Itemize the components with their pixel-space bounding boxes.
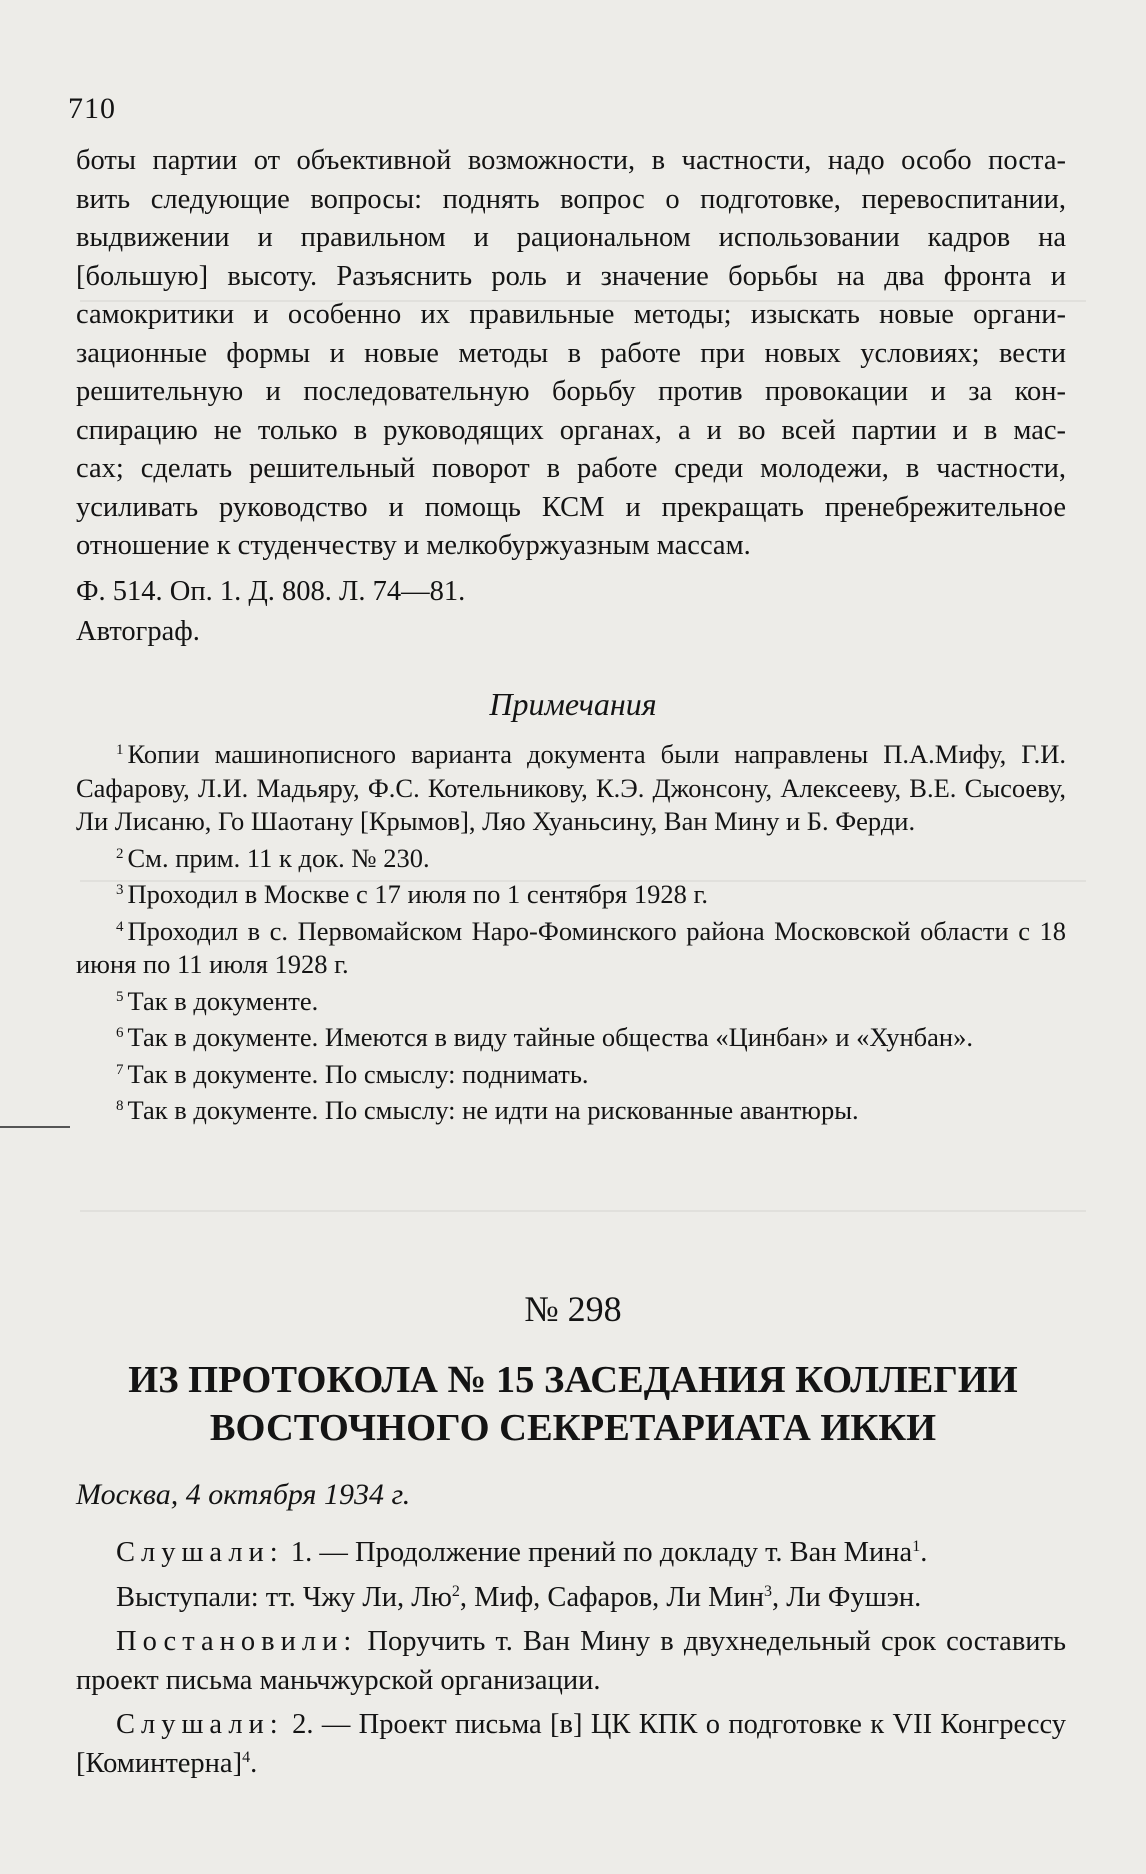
heading-line: ВОСТОЧНОГО СЕКРЕТАРИАТА ИККИ — [209, 1407, 937, 1449]
note-text: Проходил в Москве с 17 июля по 1 сентября 1928 г. — [127, 879, 708, 909]
protocol-text: 1. — Продолжение прений по докладу т. Ван Мина — [283, 1537, 913, 1568]
protocol-text: , Миф, Сафаров, Ли Мин — [459, 1581, 764, 1613]
note-number: 4 — [116, 918, 124, 935]
note-item — [76, 1094, 1066, 1128]
note-text: Так в документе. По смыслу: поднимать. — [127, 1058, 589, 1089]
document-number: № 298 — [524, 1289, 622, 1329]
note-number: 2 — [116, 845, 124, 862]
note-number: 6 — [116, 1025, 124, 1041]
protocol-item — [76, 1623, 1066, 1700]
text-line: вить следующие вопросы: поднять вопрос о подготовке, перевоспитании, — [76, 183, 1066, 215]
protocol-label: Слушали: — [116, 1537, 284, 1568]
note-ref: 2 — [451, 1582, 460, 1600]
note-text: Проходил в с. Первомайском Наро-Фоминского района Московской области с 18 июня по 11 июля 1928 г. — [76, 915, 1066, 979]
text-line: выдвижении и правильном и рациональном использовании кадров на — [76, 222, 1066, 253]
note-text: Так в документе. — [127, 985, 319, 1016]
note-item — [76, 985, 1066, 1019]
text-line: зационные формы и новые методы в работе при новых условиях; вести — [76, 337, 1066, 369]
notes-list — [76, 738, 1066, 1131]
place-date: Москва, 4 октября 1934 г. — [76, 1478, 411, 1511]
protocol-text-end: . — [250, 1747, 258, 1779]
note-ref: 4 — [242, 1748, 251, 1766]
note-number: 8 — [116, 1098, 124, 1114]
note-item — [76, 1058, 1066, 1092]
text-line: сах; сделать решительный поворот в работе среди молодежи, в частности, — [76, 453, 1066, 484]
text-line: усиливать руководство и помощь КСМ и прекращать пренебрежительное — [76, 491, 1066, 523]
protocol-speakers — [76, 1579, 1066, 1618]
text-line: [большую] высоту. Разъяснить роль и значение борьбы на два фронта и — [76, 260, 1066, 292]
note-number: 5 — [116, 988, 124, 1005]
protocol-text: Поручить т. Ван Мину в двухнедельный срок составить проект письма маньчжурской организации. — [76, 1626, 1066, 1696]
bleed-through-line — [80, 1210, 1086, 1212]
note-text: Так в документе. Имеются в виду тайные общества «Цинбан» и «Хунбан». — [127, 1022, 973, 1052]
note-number: 3 — [116, 882, 124, 898]
note-number: 1 — [116, 742, 124, 758]
note-text: Копии машинописного варианта документа были направлены П.А.Мифу, Г.И. Сафарову, Л.И. Мадьяру, Ф.С. Котельникову, К.Э. Джонсону, Алексееву, В.Е. Сысоеву, Ли Лисаню, Го Шаотану [Крымов], Ляо Хуаньсину, Ван Мину и Б. Ферди. — [76, 739, 1066, 836]
note-item — [76, 738, 1066, 839]
text-line: самокритики и особенно их правильные методы; изыскать новые органи- — [76, 299, 1066, 330]
text-line: отношение к студенчеству и мелкобуржуазным массам. — [76, 530, 751, 561]
document-heading — [0, 1356, 1146, 1452]
protocol-text: , Ли Фушэн. — [771, 1581, 922, 1613]
protocol-item — [76, 1706, 1066, 1783]
note-item — [76, 915, 1066, 982]
protocol-text: 2. — Проект письма [в] ЦК КПК о подготовке к VII Конгрессу [Коминтерна] — [76, 1709, 1066, 1779]
heading-line: ИЗ ПРОТОКОЛА № 15 ЗАСЕДАНИЯ КОЛЛЕГИИ — [128, 1359, 1018, 1401]
margin-mark — [0, 1126, 70, 1128]
intro-paragraph — [76, 142, 1066, 566]
note-item — [76, 1021, 1066, 1055]
text-line: решительную и последовательную борьбу против провокации и за кон- — [76, 376, 1066, 407]
archive-note: Автограф. — [76, 616, 200, 647]
protocol-text-end: . — [920, 1537, 928, 1568]
archive-citation: Ф. 514. Оп. 1. Д. 808. Л. 74—81. — [76, 576, 466, 607]
protocol-label: Слушали: — [116, 1709, 284, 1740]
page-number: 710 — [68, 92, 116, 125]
protocol-body — [76, 1534, 1066, 1789]
note-number: 7 — [116, 1061, 124, 1078]
archive-reference — [76, 572, 465, 652]
notes-title: Примечания — [489, 686, 657, 722]
text-line: боты партии от объективной возможности, в частности, надо особо поста- — [76, 145, 1066, 176]
note-item — [76, 842, 1066, 876]
protocol-item — [76, 1534, 1066, 1573]
text-line: спирацию не только в руководящих органах, а и во всей партии и в мас- — [76, 414, 1066, 446]
note-ref: 1 — [912, 1538, 921, 1555]
protocol-text: Выступали: тт. Чжу Ли, Лю — [116, 1581, 452, 1613]
note-item — [76, 878, 1066, 912]
note-ref: 3 — [763, 1582, 772, 1600]
note-text: Так в документе. По смыслу: не идти на рискованные авантюры. — [127, 1095, 859, 1125]
protocol-label: Постановили: — [116, 1626, 358, 1657]
note-text: См. прим. 11 к док. № 230. — [127, 842, 430, 873]
